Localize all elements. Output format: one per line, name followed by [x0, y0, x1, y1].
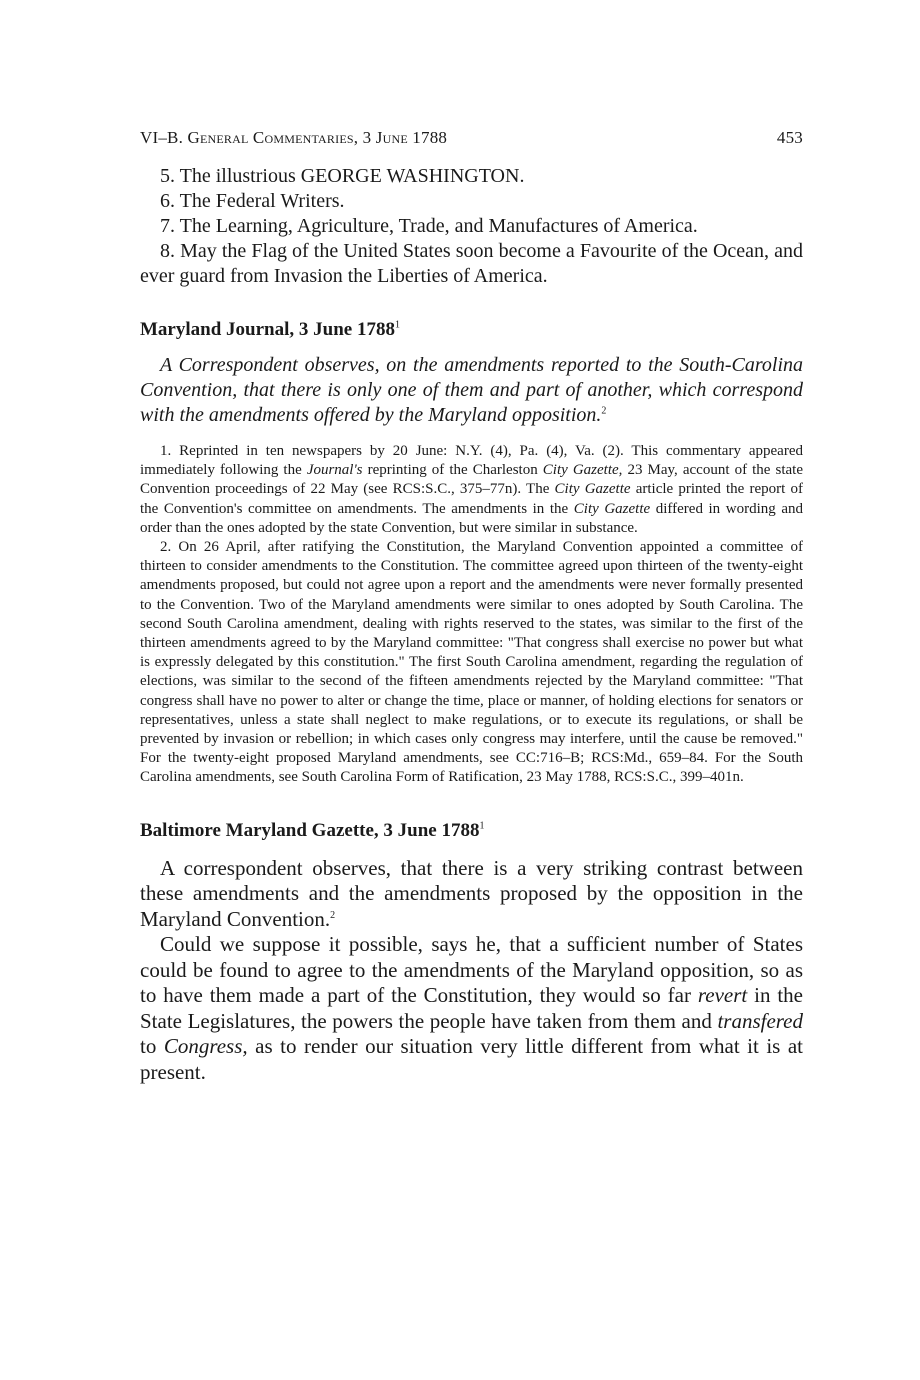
footnote-ref: 2 [330, 909, 336, 921]
section-heading-maryland-journal: Maryland Journal, 3 June 1788$^1$ [140, 319, 400, 340]
document-page [140, 128, 803, 1085]
footnote-ref: 1 [394, 319, 400, 331]
toast-item: 8. May the Flag of the United States soon become a Favourite of the Ocean, and ever guard from Invasion the Liberties of America. [140, 240, 803, 287]
toast-item: 6. The Federal Writers. [160, 190, 345, 212]
footnote-ref: 2 [601, 405, 607, 417]
running-head [140, 128, 803, 148]
toast-list [140, 164, 803, 289]
running-head-title: VI–B. General Commentaries, 3 June 1788 [140, 128, 448, 147]
maryland-journal-text: A Correspondent observes, on the amendments reported to the South-Carolina Convention, that there is only one of them and part of another, which correspond with the amendments offered by the Maryland opposition.$^2$ [140, 354, 803, 426]
footnote-ref: 1 [479, 820, 485, 832]
note-2: 2. On 26 April, after ratifying the Constitution, the Maryland Convention appointed a committee of thirteen to consider amendments to the Constitution. The committee agreed upon thirteen of the twenty-eight amendments proposed, but could not agree upon a report and the amendments were never formally presented to the Convention. Two of the Maryland amendments were similar to ones adopted by South Carolina. The second South Carolina amendment, dealing with rights reserved to the states, was similar to the first of the thirteen amendments agreed to by the Maryland committee: "That congress shall exercise no power but what is expressly delegated by this constitution." The first South Carolina amendment, regarding the regulation of elections, was similar to the second of the fifteen amendments rejected by the Maryland committee: "That congress shall have no power to alter or change the time, place or manner, of holding elections for senators or representatives, unless a state shall neglect to make regulations, or to execute its regulations, or shall be prevented by invasion or rebellion; in which cases only congress may interfere, until the cause be removed." For the twenty-eight proposed Maryland amendments, see CC:716–B; RCS:Md., 659–84. For the South Carolina amendments, see South Carolina Form of Ratification, 23 May 1788, RCS:S.C., 399–401n. [140, 539, 803, 786]
toast-item: 7. The Learning, Agriculture, Trade, and Manufactures of America. [160, 215, 698, 237]
paragraph-1: A correspondent observes, that there is a very striking contrast between these amendments and the amendments proposed by the opposition in the Maryland Convention.$^2$ [140, 855, 803, 931]
baltimore-gazette-text [140, 856, 803, 1086]
paragraph-2: Could we suppose it possible, says he, that a sufficient number of States could be found to agree to the amendments of the Maryland opposition, so as to have them made a part of the Constitution, they would so far revert in the State Legislatures, the powers the people have taken from them and transfered to Congress, as to render our situation very little different from what it is at present. [140, 932, 804, 1084]
editorial-notes [140, 442, 803, 788]
toast-item: 5. The illustrious GEORGE WASHINGTON. [160, 165, 525, 187]
section-heading-baltimore-gazette: Baltimore Maryland Gazette, 3 June 1788$^1$ [140, 819, 485, 841]
page-number: 453 [776, 128, 803, 147]
note-1: 1. Reprinted in ten newspapers by 20 June: N.Y. (4), Pa. (4), Va. (2). This commentary appeared immediately following the Journal's reprinting of the Charleston City Gazette, 23 May, account of the state Convention proceedings of 22 May (see RCS:S.C., 375–77n). The City Gazette article printed the report of the Convention's committee on amendments. The amendments in the City Gazette differed in wording and order than the ones adopted by the state Convention, but were similar in substance. [140, 443, 803, 536]
